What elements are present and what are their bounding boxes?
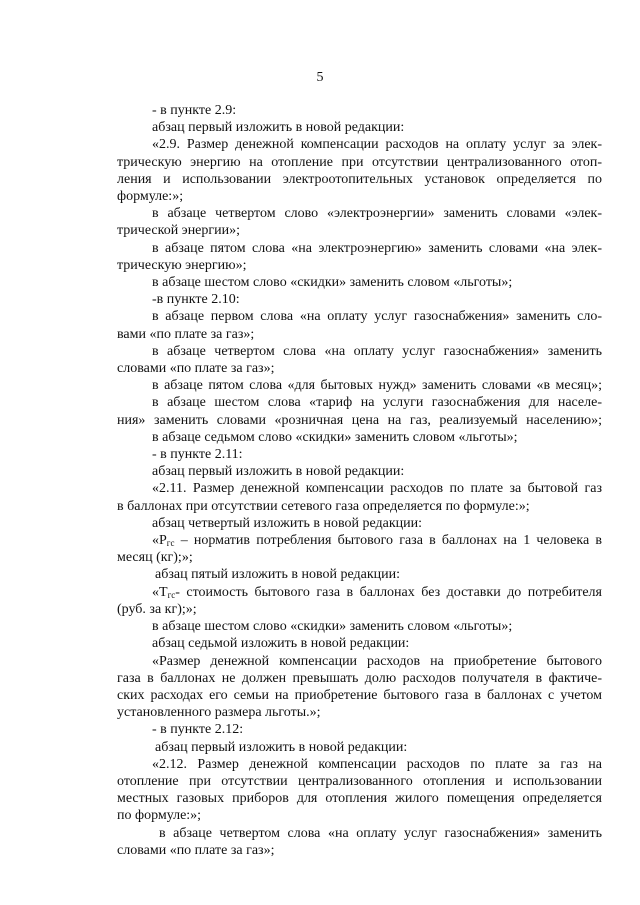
text-line: в абзаце четвертом слова «на оплату услуг газоснабжения» заменить <box>152 343 602 359</box>
text-line: в абзаце четвертом слова «на оплату услуг газоснабжения» заменить <box>159 825 602 841</box>
text-line: в абзаце шестом слова «тариф на услуги газоснабжения для населе- <box>152 395 602 411</box>
text-line: ских расходах его семьи на приобретение бытового газа в баллонах с учетом <box>117 687 602 703</box>
text-line: «2.12. Размер денежной компенсации расходов по плате за газ на <box>152 756 602 772</box>
text-line: трической энергии»; <box>117 223 241 239</box>
text-line: ния» заменить словами «розничная цена на газ, реализуемый населению»; <box>117 412 602 428</box>
text-line: в абзаце первом слова «на оплату услуг газоснабжения» заменить сло- <box>152 309 602 325</box>
text-line: отопление при отсутствии централизованного отопления и использовании <box>117 773 602 789</box>
subscript: гс <box>166 538 175 549</box>
text-line: ления и использовании электроотопительных установок определяется по <box>117 171 602 187</box>
text-line: абзац первый изложить в новой редакции: <box>152 120 405 136</box>
text-line: установленного размера льготы.»; <box>117 705 321 721</box>
text-line: - в пункте 2.9: <box>152 103 237 118</box>
text-line: в абзаце пятом слова «для бытовых нужд» заменить словами «в месяц»; <box>152 378 602 394</box>
text-fragment: – норматив потребления бытового газа в баллонах на 1 человека в <box>174 533 602 549</box>
text-line: в баллонах при отсутствии сетевого газа определяется по формуле:»; <box>117 498 530 514</box>
text-line: словами «по плате за газ»; <box>117 361 275 377</box>
text-line: газа в баллонах не должен превышать долю расходов получателя в фактиче- <box>117 670 602 686</box>
text-line: абзац пятый изложить в новой редакции: <box>155 567 400 583</box>
text-line: словами «по плате за газ»; <box>117 842 275 858</box>
text-line: месяц (кг);»; <box>117 550 193 566</box>
text-line: в абзаце пятом слова «на электроэнергию» заменить словами «на элек- <box>152 240 602 256</box>
text-fragment: «Р <box>152 533 167 549</box>
text-line: в абзаце четвертом слово «электроэнергии» заменить словами «элек- <box>152 206 602 222</box>
text-fragment: «Т <box>152 584 168 600</box>
text-line: - в пункте 2.11: <box>152 447 243 463</box>
text-line <box>117 532 602 549</box>
text-line: абзац седьмой изложить в новой редакции: <box>152 636 410 652</box>
subscript: гс <box>167 589 176 600</box>
document-body <box>117 102 602 859</box>
text-line: в абзаце седьмом слово «скидки» заменить словом «льготы»; <box>152 429 518 445</box>
text-line: вами «по плате за газ»; <box>117 326 255 342</box>
text-line: «2.9. Размер денежной компенсации расходов на оплату услуг за элек- <box>152 137 602 153</box>
text-line: «Размер денежной компенсации расходов на приобретение бытового <box>152 653 602 669</box>
text-line: в абзаце шестом слово «скидки» заменить словом «льготы»; <box>152 619 513 635</box>
text-line: формуле:»; <box>117 189 184 205</box>
text-line: - в пункте 2.12: <box>152 722 244 738</box>
text-line: трическую энергию»; <box>117 257 247 273</box>
text-line: местных газовых приборов для отопления жилого помещения определяется <box>117 791 602 807</box>
text-line: «2.11. Размер денежной компенсации расходов по плате за бытовой газ <box>152 481 602 497</box>
text-line: в абзаце шестом слово «скидки» заменить словом «льготы»; <box>152 275 513 291</box>
text-line: (руб. за кг);»; <box>117 601 197 617</box>
text-line: трическую энергию на отопление при отсутствии централизованного отоп- <box>117 154 602 170</box>
text-line: -в пункте 2.10: <box>152 292 240 308</box>
page-number: 5 <box>316 70 324 85</box>
text-fragment: - стоимость бытового газа в баллонах без доставки до потребителя <box>175 584 602 600</box>
text-line: по формуле:»; <box>117 808 202 824</box>
text-line: абзац первый изложить в новой редакции: <box>152 464 405 480</box>
text-line: абзац четвертый изложить в новой редакции: <box>152 515 422 531</box>
text-line: абзац первый изложить в новой редакции: <box>155 739 408 755</box>
text-line <box>117 584 602 601</box>
